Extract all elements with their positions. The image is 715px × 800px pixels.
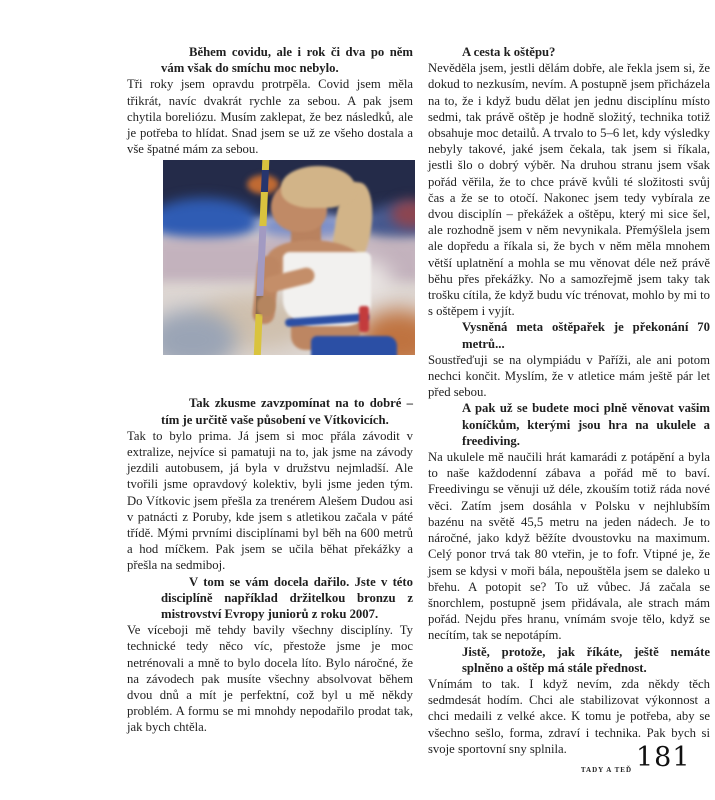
interview-answer: Nevěděla jsem, jestli dělám dobře, ale řekla jsem si, že dokud to nezkusím, nevím. A postupně jsem přicházela na to, že i když budu dělat jen jednu disciplínu místo sedmi, tak právě oštěp je hodně složitý, technika totiž obsahuje moc detailů. A trvalo to 5–6 let, kdy výsledky nebyly takové, jaké jsem čekala, tak jsem si říkala, jestli šlo o dobrý výběr. Na druhou stranu jsem však pořád věřila, že to chce právě kvůli té složitosti svůj čas a že se to otočí. Nakonec jsem tedy vybírala ze dvou disciplín – překážek a oštěpu, který mi sice šel, ale rozhodně jsem v něm nevynikala. Přemýšlela jsem ale dopředu a říkala si, že bych v něm měla mnohem větší uplatnění a mohla se mu věnovat déle než právě běhu přes překážky. No a samozřejmě jsem taky tak trošku cítila, že když budu víc trénovat, mohlo by mi to s oštěpem i vyjít. (428, 61, 710, 319)
interview-answer: Soustřeďuji se na olympiádu v Paříži, ale ani potom nechci končit. Myslím, že v atletice mám ještě pár let před sebou. (428, 352, 710, 400)
athlete-red-stripe (359, 306, 369, 332)
interview-question: Tak zkusme zavzpomínat na to dobré – tím je určitě vaše působení ve Vítkovicích. (161, 396, 413, 427)
interview-answer: Na ukulele mě naučili hrát kamarádi z potápění a byla to naše každodenní zábava a pořád mě to baví. Freedivingu se věnuji už déle, zkouším totiž ráda nové věci. Zatím jsem dosáhla v Polsku v nejhlubším bazénu na světě 45,5 metru na jeden nádech. Je to náročné, jako když běžíte dvoustovku na maximum. Celý ponor trvá tak 80 vteřin, je to fofr. Vtipné je, že jsem se kdysi v moři bála, nepouštěla jsem se daleko u břehu. A potopit se? To už vůbec. Já začala se šnorchlem, postupně jsem přidávala, ale strach mám pořád. Nejdu přes hranu, vnímám svoje tělo, když se necítím, tak se nepotápím. (428, 450, 710, 643)
interview-question: Jistě, protože, jak říkáte, ještě nemáte splněno a oštěp má stále přednost. (462, 644, 710, 675)
interview-question: A pak už se budete moci plně věnovat vašim koníčkům, kterými jsou hra na ukulele a freediving. (462, 401, 710, 448)
left-column (127, 44, 413, 736)
athlete-photo (163, 160, 415, 355)
page-number: 181 (636, 742, 691, 773)
interview-answer: Ve víceboji mě tehdy bavily všechny disciplíny. Ty technické tedy něco víc, přestože jsme je moc netrénovali a mně to bylo docela líto. Bylo náročné, že na závodech pak musíte všechny absolvovat během dvou dnů a mít je perfektní, což byl u mě někdy problém. A formu se mi mnohdy nepodařilo prodat tak, jak bych chtěla. (127, 623, 413, 735)
interview-answer: Vnímám to tak. I když nevím, zda někdy těch sedmdesát hodím. Chci ale stabilizovat výkonnost a chci medaili z velké akce. K tomu je potřeba, aby se všechno sešlo, forma, zdraví i technika. Pak bych si svoje sportovní sny splnila. (428, 676, 710, 756)
interview-question: A cesta k oštěpu? (462, 45, 556, 59)
interview-question: V tom se vám docela dařilo. Jste v této disciplíně například držitelkou bronzu z mistrovství Evropy juniorů z roku 2007. (161, 574, 413, 622)
interview-question: Vysněná meta oštěpařek je překonání 70 metrů... (462, 320, 710, 351)
interview-answer: Tři roky jsem opravdu protrpěla. Covid jsem měla třikrát, navíc dvakrát rychle za sebou. A pak jsem chytila boreliózu. Musím zaklepat, že bez následků, ale je potřeba to hlídat. Snad jsem se už ze všeho dostala a vše špatné mám za sebou. (127, 77, 413, 157)
interview-answer: Tak to bylo prima. Já jsem si moc přála závodit v extralize, nejvíce si pamatuji na to, jak jsme na závody jezdili autobusem, já byla v družstvu nejmladší. Ale tvořili jsme opravdový kolektiv, byli jsme jeden tým. Do Vítkovic jsem přešla za trenérem Alešem Dudou asi v patnácti z Poruby, kde jsem s atletikou začala v páté třídě. Mými prvními disciplínami byl běh na 600 metrů a hod míčkem. Pak jsem se učila běhat překážky a přešla na sedmiboj. (127, 428, 413, 573)
right-column (428, 44, 710, 757)
athlete-hand (257, 296, 275, 316)
interview-question: Během covidu, ale i rok či dva po něm vám však do smíchu moc nebylo. (161, 45, 413, 76)
athlete-blue-bottoms (311, 336, 397, 355)
section-label: TADY A TEĎ (580, 766, 632, 774)
athlete-hair (281, 166, 355, 208)
